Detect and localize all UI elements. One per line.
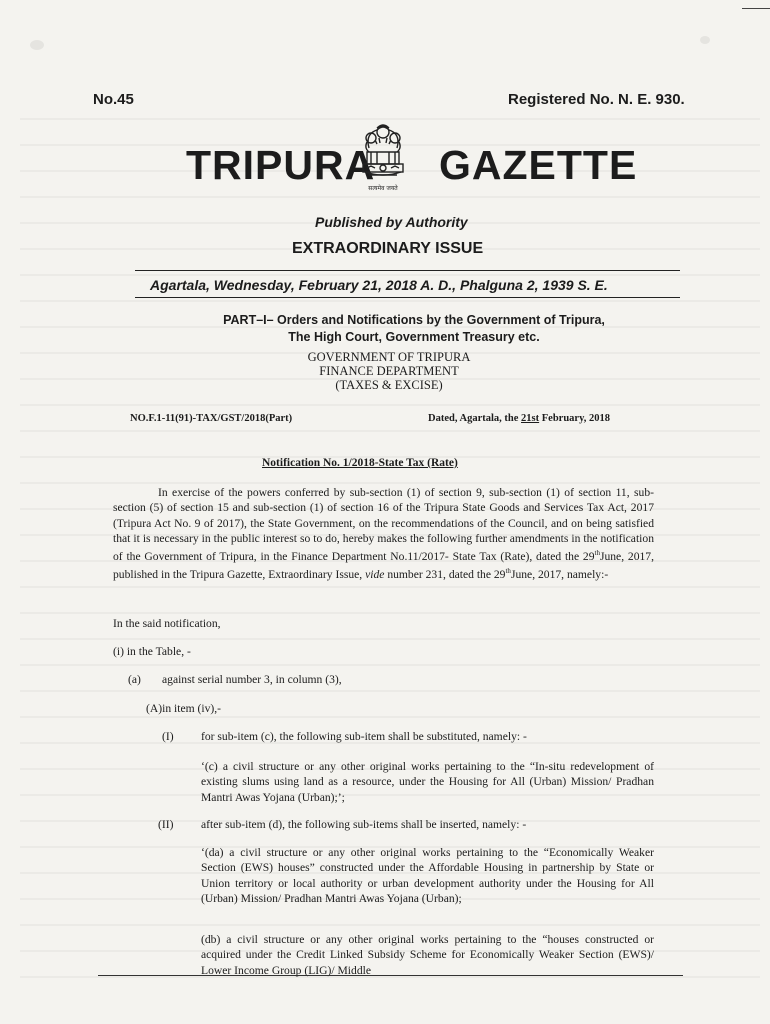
masthead-rule-bottom: [135, 297, 680, 298]
quote-sub-item-c: ‘(c) a civil structure or any other original works pertaining to the “In-situ redevelopment of existing slums using land as a resource, under the Housing for All (Urban) Mission/ Pradhan Mantri Awas Yojana (Urban);’;: [201, 760, 654, 804]
item-i: (i) in the Table, -: [113, 645, 191, 658]
quote-sub-item-db: (db) a civil structure or any other original works pertaining to the “houses constructed or acquired under the Credit Linked Subsidy Scheme for Economically Weaker Section (EWS)/ Lower Income Group (LIG)/ Middle: [201, 933, 654, 977]
scan-smudge: [30, 40, 44, 50]
file-number: NO.F.1-11(91)-TAX/GST/2018(Part): [130, 413, 293, 424]
published-by-authority: Published by Authority: [315, 214, 468, 230]
in-said-notification: In the said notification,: [113, 617, 221, 630]
department-heading: [264, 350, 514, 392]
notification-title: Notification No. 1/2018-State Tax (Rate): [262, 457, 458, 469]
roman-I-label: (I): [162, 730, 174, 743]
notification-date-day: 21st: [521, 413, 540, 424]
roman-I-text: for sub-item (c), the following sub-item shall be substituted, namely: -: [201, 730, 527, 743]
item-a-text: against serial number 3, in column (3),: [162, 673, 342, 686]
national-emblem-icon: [355, 118, 411, 204]
part-heading: [214, 312, 614, 346]
item-A: (A)in item (iv),-: [146, 702, 222, 715]
page-bottom-rule: [98, 975, 683, 976]
gazette-number: No.45: [93, 91, 134, 108]
scan-smudge: [700, 36, 710, 44]
issue-type: EXTRAORDINARY ISSUE: [292, 240, 484, 257]
roman-II-label: (II): [158, 818, 174, 831]
government-name: GOVERNMENT OF TRIPURA: [307, 350, 471, 364]
registration-number: Registered No. N. E. 930.: [508, 91, 685, 108]
part-heading-line2: The High Court, Government Treasury etc.: [288, 330, 540, 344]
issue-date: Agartala, Wednesday, February 21, 2018 A. D., Phalguna 2, 1939 S. E.: [150, 277, 608, 293]
scan-edge-mark: [742, 8, 770, 9]
roman-II-text: after sub-item (d), the following sub-items shall be inserted, namely: -: [201, 818, 527, 831]
item-a-label: (a): [128, 673, 141, 686]
department-division: (TAXES & EXCISE): [335, 378, 443, 392]
quote-sub-item-da: ‘(da) a civil structure or any other original works pertaining to the “Economically Weaker Section (EWS) houses” constructed under the Affordable Housing in partnership by State or Union territory or local authority or urban development authority under the Housing for All (Urban) Mission/ Pradhan Mantri Awas Yojana (Urban);: [201, 846, 654, 905]
preamble-paragraph: In exercise of the powers conferred by sub-section (1) of section 9, sub-section (1) of section 11, sub-section (5) of section 15 and sub-section (1) of section 16 of the Tripura State Goods and Services Tax Act, 2017 (Tripura Act No. 9 of 2017), the State Government, on the recommendations of the Council, and on being satisfied that it is necessary in the public interest so to do, hereby makes the following further amendments in the notification of the Government of Tripura, in the Finance Department No.11/2017- State Tax (Rate), dated the 29thJune, 2017, published in the Tripura Gazette, Extraordinary Issue, vide number 231, dated the 29thJune, 2017, namely:-: [113, 486, 654, 582]
masthead-title-left: TRIPURA: [186, 142, 376, 188]
notification-date: Dated, Agartala, the 21st February, 2018: [428, 413, 610, 424]
part-heading-line1: PART–I– Orders and Notifications by the Government of Tripura,: [223, 313, 605, 327]
masthead-rule-top: [135, 270, 680, 271]
emblem-motto: सत्यमेव जयते: [368, 185, 398, 192]
department-name: FINANCE DEPARTMENT: [319, 364, 459, 378]
masthead-title-right: GAZETTE: [439, 142, 638, 188]
